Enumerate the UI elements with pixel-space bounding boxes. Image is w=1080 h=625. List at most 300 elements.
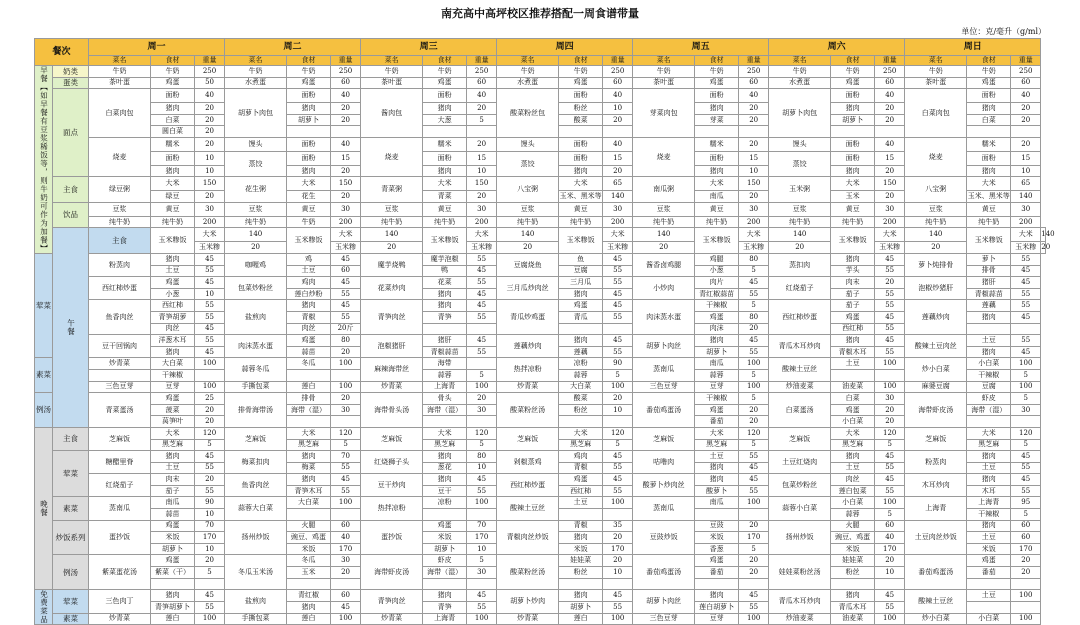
weight: 10: [195, 288, 225, 300]
dish-name: 三色豆芽: [633, 613, 695, 625]
ingredient: 猪肉: [967, 474, 1011, 486]
weight: 170: [603, 543, 633, 555]
weight: 55: [875, 300, 905, 312]
weight: [467, 578, 497, 590]
ingredient: 面粉: [559, 151, 603, 165]
ingredient: 小葱: [695, 265, 739, 277]
ingredient: 面粉: [151, 89, 195, 103]
ingredient: 青笋: [423, 601, 467, 613]
weight: 20: [875, 555, 905, 567]
dish-name: 豆豉炒饭: [633, 520, 695, 555]
weight: 45: [1011, 346, 1041, 358]
day-header: 周日: [905, 39, 1041, 56]
ingredient: 鸡蛋: [151, 277, 195, 289]
ingredient: 猪肉: [423, 590, 467, 602]
weight: 45: [875, 590, 905, 602]
ingredient: 白菜: [831, 393, 875, 405]
ingredient: 凉粉: [423, 497, 467, 509]
dish-name: 盐煎肉: [225, 300, 287, 335]
weight: 55: [603, 311, 633, 323]
dish-name: 手撕包菜: [225, 613, 287, 625]
dish-name: 鱼香肉丝: [89, 300, 151, 335]
ingredient: 肉片: [695, 277, 739, 289]
weight: 55: [331, 311, 361, 323]
dish-name: 海带虾皮汤: [361, 555, 423, 590]
column-subheader: 食材: [423, 56, 467, 66]
weight: 55: [875, 462, 905, 474]
ingredient: 莲白: [287, 381, 331, 393]
ingredient: 青笋: [423, 311, 467, 323]
dish-name: 肉沫蒸水蛋: [633, 300, 695, 335]
weight: 40: [331, 89, 361, 103]
dish-name: 胡萝卜肉丝: [633, 590, 695, 613]
ingredient: 海带（湿）: [287, 404, 331, 416]
ingredient: 米饭: [695, 532, 739, 544]
ingredient: 胡萝卜: [423, 543, 467, 555]
weight: 140: [633, 228, 695, 242]
dish-name: 酸萝卜炒肉丝: [633, 474, 695, 497]
dish-name: 紫菜蛋花汤: [89, 555, 151, 590]
weight: 45: [195, 323, 225, 335]
category-label: 例汤: [53, 555, 89, 590]
weight: 250: [1011, 66, 1041, 78]
ingredient: 猪肉: [287, 165, 331, 177]
ingredient: 面粉: [831, 151, 875, 165]
column-subheader: 重量: [739, 56, 769, 66]
weight: 20: [875, 103, 905, 115]
weight: 55: [1011, 300, 1041, 312]
weight: 5: [739, 543, 769, 555]
ingredient: 面粉: [423, 89, 467, 103]
weight: 55: [467, 311, 497, 323]
ingredient: 鸡蛋: [967, 555, 1011, 567]
dish-name: 炒油麦菜: [769, 381, 831, 393]
weight: 100: [1011, 358, 1041, 370]
ingredient: 青椒: [559, 520, 603, 532]
ingredient: 牛奶: [287, 66, 331, 78]
column-subheader: 食材: [831, 56, 875, 66]
category-label: 炒饭系列: [53, 520, 89, 555]
ingredient: 大米: [967, 427, 1011, 439]
weight: 20: [331, 346, 361, 358]
weight: 45: [195, 254, 225, 266]
weight: 40: [739, 89, 769, 103]
ingredient: 黄豆: [151, 202, 195, 216]
ingredient: [695, 126, 739, 138]
dish-name: 麻婆豆腐: [905, 381, 967, 393]
ingredient: 圆白菜: [151, 126, 195, 138]
ingredient: 莲白: [559, 613, 603, 625]
ingredient: 鸡蛋: [831, 77, 875, 89]
ingredient: 鸡蛋: [695, 311, 739, 323]
dish-name: 绿豆粥: [89, 177, 151, 203]
weight: 30: [195, 202, 225, 216]
weight: 45: [195, 346, 225, 358]
weight: 55: [739, 485, 769, 497]
dish-name: 纯牛奶: [497, 216, 559, 228]
weight: [331, 416, 361, 428]
ingredient: 大米: [287, 177, 331, 191]
weight: 5: [739, 439, 769, 451]
dish-name: 红烧茄子: [769, 277, 831, 300]
weight: 120: [195, 427, 225, 439]
ingredient: 玉米、黑米等: [559, 191, 603, 203]
weight: 20: [875, 404, 905, 416]
weight: 20: [875, 277, 905, 289]
weight: 15: [603, 151, 633, 165]
dish-name: 纯牛奶: [769, 216, 831, 228]
ingredient: 土豆: [831, 358, 875, 370]
ingredient: 鸡蛋: [559, 300, 603, 312]
dish-name: 泡椒炒猪肝: [905, 277, 967, 300]
dish-name: 芝麻饭: [225, 427, 287, 450]
weight: [875, 369, 905, 381]
ingredient: 娃娃菜: [831, 555, 875, 567]
dish-name: 木耳炒肉: [905, 474, 967, 497]
weight: 20斤: [331, 323, 361, 335]
weight: 150: [195, 177, 225, 191]
weight: 5: [1011, 393, 1041, 405]
ingredient: 土豆: [151, 265, 195, 277]
dish-name: 豆浆: [905, 202, 967, 216]
dish-name: 白菜肉包: [89, 89, 151, 138]
ingredient: 纯牛奶: [423, 216, 467, 228]
ingredient: 大米: [559, 177, 603, 191]
dish-name: 莲藕炒肉: [497, 335, 559, 358]
weight: 60: [331, 265, 361, 277]
weight: 140: [905, 228, 967, 242]
weight: 5: [467, 439, 497, 451]
dish-name: 烧麦: [633, 137, 695, 176]
category-label: 素菜: [53, 497, 89, 520]
weight: [331, 369, 361, 381]
ingredient: 黄豆: [695, 202, 739, 216]
weight: 250: [467, 66, 497, 78]
dish-name: 白菜肉包: [905, 89, 967, 138]
category-label: 荤菜: [53, 451, 89, 497]
ingredient: 大米: [287, 427, 331, 439]
ingredient: 鸡蛋: [559, 474, 603, 486]
ingredient: 猪肝: [423, 335, 467, 347]
ingredient: 牛奶: [695, 66, 739, 78]
weight: 45: [739, 474, 769, 486]
dish-name: 蒜蓉大白菜: [225, 497, 287, 520]
ingredient: 猪肉: [559, 165, 603, 177]
dish-name: 蒜蓉冬瓜: [225, 358, 287, 381]
ingredient: 蒜苗: [287, 346, 331, 358]
ingredient: [287, 126, 331, 138]
ingredient: 纯牛奶: [695, 216, 739, 228]
weight: 55: [195, 462, 225, 474]
weight: [1011, 416, 1041, 428]
ingredient: 猪肉: [831, 103, 875, 115]
dish-name: 青瓜木耳炒肉: [769, 335, 831, 358]
dish-name: 酱肉包: [361, 89, 423, 138]
ingredient: 玉米糁: [1011, 242, 1041, 254]
ingredient: 面粉: [559, 89, 603, 103]
ingredient: 猪肉: [695, 474, 739, 486]
category-label: 蛋类: [53, 77, 89, 89]
weight: 45: [195, 590, 225, 602]
ingredient: 猪肉: [831, 254, 875, 266]
ingredient: 上海青: [967, 497, 1011, 509]
ingredient: [559, 416, 603, 428]
ingredient: 油麦菜: [831, 613, 875, 625]
dish-name: 水煮蛋: [769, 77, 831, 89]
dish-name: 包菜炒粉丝: [225, 277, 287, 300]
day-header: 周二: [225, 39, 361, 56]
dish-name: 土豆肉丝炒饭: [905, 520, 967, 555]
dish-name: 莲藕炒肉: [905, 300, 967, 335]
ingredient: 猪肉: [831, 451, 875, 463]
weight: [739, 126, 769, 138]
dish-name: 馒头: [497, 137, 559, 151]
dish-name: 小炒肉: [633, 277, 695, 300]
dish-name: 胡萝卜肉包: [769, 89, 831, 138]
weight: 20: [195, 555, 225, 567]
weight: 150: [331, 177, 361, 191]
ingredient: 面粉: [967, 89, 1011, 103]
ingredient: 芽菜: [695, 114, 739, 126]
ingredient: 茄子: [151, 485, 195, 497]
ingredient: 青瓜木耳: [831, 601, 875, 613]
ingredient: 蒜蓉: [559, 369, 603, 381]
weight: 15: [739, 151, 769, 165]
ingredient: 干辣椒: [151, 369, 195, 381]
weight: 55: [1011, 254, 1041, 266]
weight: 20: [633, 242, 695, 254]
weight: 20: [603, 393, 633, 405]
dish-name: 肉沫蒸水蛋: [225, 335, 287, 358]
meal-label: 午餐: [53, 228, 89, 427]
weight: 30: [331, 404, 361, 416]
weight: 55: [467, 346, 497, 358]
ingredient: 青椒: [287, 311, 331, 323]
dish-name: 纯牛奶: [633, 216, 695, 228]
ingredient: 海带（湿）: [423, 404, 467, 416]
weight: 100: [195, 358, 225, 370]
ingredient: 猪肝: [967, 277, 1011, 289]
weight: 55: [195, 485, 225, 497]
weight: 100: [331, 358, 361, 370]
weight: 140: [225, 228, 287, 242]
ingredient: 芋头: [831, 265, 875, 277]
ingredient: 大米: [423, 177, 467, 191]
weight: 170: [331, 543, 361, 555]
weight: 5: [603, 439, 633, 451]
ingredient: 娃娃菜: [559, 555, 603, 567]
column-subheader: 菜名: [905, 56, 967, 66]
ingredient: [967, 323, 1011, 335]
weight: 20: [331, 103, 361, 115]
weight: 45: [1011, 474, 1041, 486]
weight: [467, 416, 497, 428]
ingredient: 干辣椒: [967, 509, 1011, 521]
weight: 20: [497, 242, 559, 254]
ingredient: [831, 578, 875, 590]
ingredient: 土豆: [151, 462, 195, 474]
weight: 200: [1011, 216, 1041, 228]
weight: 30: [603, 202, 633, 216]
weight: 100: [739, 497, 769, 509]
dish-name: 豆浆: [633, 202, 695, 216]
ingredient: 黑芝麻: [831, 439, 875, 451]
ingredient: 肉末: [151, 474, 195, 486]
ingredient: 大米: [603, 228, 633, 242]
ingredient: 土豆: [831, 462, 875, 474]
weight: 200: [331, 216, 361, 228]
weight: 45: [603, 474, 633, 486]
weight: 20: [1011, 137, 1041, 151]
weight: 20: [331, 191, 361, 203]
ingredient: 南瓜: [695, 191, 739, 203]
weight: 5: [1011, 369, 1041, 381]
weight: 45: [467, 300, 497, 312]
weight: 45: [603, 451, 633, 463]
dish-name: 花菜炒肉: [361, 277, 423, 300]
weight: 45: [467, 265, 497, 277]
ingredient: [423, 126, 467, 138]
ingredient: 番茄: [967, 567, 1011, 579]
ingredient: 蒜蓉: [831, 509, 875, 521]
weight: 55: [603, 265, 633, 277]
dish-name: 盐煎肉: [225, 590, 287, 613]
dish-name: 糖醋里脊: [89, 451, 151, 474]
ingredient: 玉米: [831, 191, 875, 203]
dish-name: 扬州炒饭: [225, 520, 287, 555]
ingredient: 猪肉: [151, 254, 195, 266]
ingredient: 猪肉: [831, 590, 875, 602]
weight: [1011, 323, 1041, 335]
weight: 45: [739, 277, 769, 289]
dish-name: 土豆红烧肉: [769, 451, 831, 474]
dish-name: 扬州炒饭: [769, 520, 831, 555]
weight: 10: [467, 165, 497, 177]
weight: 20: [331, 567, 361, 579]
ingredient: 大米: [467, 228, 497, 242]
ingredient: 鸭: [423, 265, 467, 277]
weight: 140: [1011, 191, 1041, 203]
weight: 5: [875, 509, 905, 521]
weight: 100: [875, 358, 905, 370]
weight: 60: [875, 520, 905, 532]
column-subheader: 菜名: [633, 56, 695, 66]
column-subheader: 食材: [151, 56, 195, 66]
weight: 45: [875, 254, 905, 266]
weight: 80: [739, 254, 769, 266]
weight: 55: [739, 288, 769, 300]
ingredient: 大白菜: [151, 358, 195, 370]
ingredient: 豆芽: [151, 381, 195, 393]
ingredient: [967, 578, 1011, 590]
ingredient: 排骨: [287, 393, 331, 405]
ingredient: 鸡腿: [695, 254, 739, 266]
weight: [467, 126, 497, 138]
ingredient: 猪肉: [559, 590, 603, 602]
ingredient: 玉米糁: [467, 242, 497, 254]
ingredient: 鸡蛋: [151, 393, 195, 405]
weight: 55: [875, 601, 905, 613]
ingredient: [559, 578, 603, 590]
ingredient: 虾皮: [967, 393, 1011, 405]
ingredient: 纯牛奶: [831, 216, 875, 228]
dish-name: 蛋抄饭: [361, 520, 423, 555]
ingredient: 青椒蒜苗: [423, 346, 467, 358]
ingredient: 大白菜: [287, 497, 331, 509]
ingredient: 上海青: [423, 613, 467, 625]
weight: 10: [195, 165, 225, 177]
ingredient: 鸡蛋: [831, 311, 875, 323]
category-label: 素菜: [53, 613, 89, 625]
dish-name: 番茄鸡蛋汤: [633, 555, 695, 590]
ingredient: 火腿: [287, 520, 331, 532]
dish-name: 蒸南瓜: [633, 358, 695, 381]
dish-name: 玉米粥: [769, 177, 831, 203]
ingredient: 大葱: [423, 114, 467, 126]
ingredient: 黄豆: [287, 202, 331, 216]
ingredient: 鸡肉: [287, 277, 331, 289]
weight: 200: [195, 216, 225, 228]
ingredient: [423, 509, 467, 521]
dish-name: 包菜炒粉丝: [769, 474, 831, 497]
ingredient: 青瓜: [559, 311, 603, 323]
ingredient: 玉米糁: [739, 242, 769, 254]
ingredient: 木耳: [967, 485, 1011, 497]
weight: 55: [195, 311, 225, 323]
column-subheader: 重量: [875, 56, 905, 66]
ingredient: [151, 578, 195, 590]
ingredient: 鸡: [287, 254, 331, 266]
dish-name: 青菜蛋汤: [89, 393, 151, 428]
dish-name: 蒸饺: [497, 151, 559, 177]
weight: [603, 126, 633, 138]
ingredient: 肉丝: [287, 323, 331, 335]
weight: 10: [603, 103, 633, 115]
ingredient: 牛奶: [287, 216, 331, 228]
weight: 55: [603, 346, 633, 358]
ingredient: 玉米糁: [331, 242, 361, 254]
ingredient: 小葱: [151, 288, 195, 300]
ingredient: 面粉: [559, 137, 603, 151]
dish-name: 酸辣土豆丝: [769, 358, 831, 381]
weight: 45: [467, 590, 497, 602]
weight: 45: [1011, 311, 1041, 323]
ingredient: 酸菜: [559, 393, 603, 405]
weight: 60: [603, 77, 633, 89]
weight: 80: [331, 335, 361, 347]
ingredient: 豆腐: [559, 265, 603, 277]
ingredient: 大米: [331, 228, 361, 242]
weight: 60: [1011, 520, 1041, 532]
dish-name: 蒸饺: [225, 151, 287, 177]
ingredient: 油麦菜: [831, 381, 875, 393]
weight: 200: [467, 216, 497, 228]
ingredient: 莲藕: [559, 346, 603, 358]
dish-name: 胡萝卜炒肉: [497, 590, 559, 613]
dish-name: 豆干炒肉: [361, 474, 423, 497]
ingredient: 豆芽: [695, 613, 739, 625]
weight: 170: [739, 532, 769, 544]
dish-name: 粉蒸肉: [905, 451, 967, 474]
weight: 45: [603, 254, 633, 266]
dish-name: 芝麻饭: [89, 427, 151, 450]
weight: 10: [467, 543, 497, 555]
dish-name: 胡萝卜肉丝: [633, 335, 695, 358]
weight: 45: [195, 451, 225, 463]
ingredient: 酸菜: [559, 114, 603, 126]
weight: 45: [331, 254, 361, 266]
ingredient: 猪肉: [151, 165, 195, 177]
